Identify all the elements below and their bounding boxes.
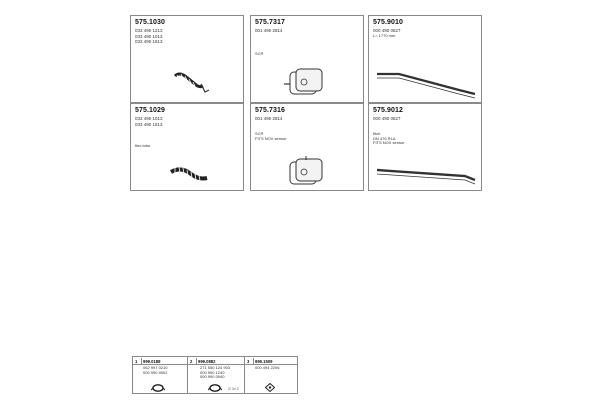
- part-note: flex-tube: [135, 143, 151, 148]
- accessory-column: [245, 357, 297, 393]
- reference-list: [373, 116, 401, 122]
- long-pipe-drawing: [375, 68, 479, 102]
- part-note: SCR: [255, 51, 264, 56]
- reference-number: 000 990 0940: [200, 374, 225, 380]
- long-pipe-drawing: [375, 162, 479, 188]
- accessories-table: [132, 356, 298, 394]
- part-number: 575.9010: [373, 19, 403, 26]
- reference-list: [255, 28, 283, 34]
- reference-number: 000 494 2206: [255, 365, 280, 370]
- accessory-part-number: 999.1509: [255, 358, 273, 364]
- part-number: 575.1029: [135, 107, 165, 114]
- clamp-drawing: [151, 383, 165, 392]
- reference-number: 033 490 1213: [135, 28, 163, 33]
- part-card: [250, 103, 364, 191]
- reference-number: 001 490 2814: [255, 116, 283, 121]
- reference-number: 062 997 0210: [143, 365, 168, 370]
- reference-number: 000 490 0827: [373, 28, 401, 33]
- flex-pipe-drawing: [171, 66, 211, 96]
- extra-label: 2/ 2x 2: [228, 387, 239, 391]
- reference-number: 000 990 1240: [200, 369, 225, 375]
- part-card: [368, 15, 482, 103]
- accessory-part-number: 999.0882: [198, 358, 216, 364]
- part-number: 575.9012: [373, 107, 403, 114]
- accessory-column: [188, 357, 244, 393]
- accessory-number: 2: [190, 358, 193, 364]
- muffler-drawing: [284, 66, 328, 100]
- part-number: 575.1030: [135, 19, 165, 26]
- accessory-refs: [143, 366, 167, 375]
- reference-list: [255, 116, 283, 122]
- reference-number: 033 490 1813: [135, 121, 163, 127]
- accessory-number: 3: [247, 358, 250, 364]
- part-note: fitch DN 476 RLA FITS NOX sensor: [373, 131, 405, 146]
- accessory-number: 1: [135, 358, 138, 364]
- flex-hose-drawing: [167, 162, 211, 188]
- reference-list: [135, 116, 163, 127]
- reference-number: 271 550 124 903: [200, 365, 231, 370]
- part-card: [250, 15, 364, 103]
- reference-number: 033 490 1013: [135, 33, 163, 39]
- reference-number: 033 490 1013: [135, 116, 163, 121]
- clamp-drawing: [208, 383, 222, 392]
- accessory-refs: [200, 366, 230, 380]
- reference-number: 000 490 0827: [373, 116, 401, 121]
- part-card: [130, 15, 244, 103]
- part-note: SCR FITS NOX sensor: [255, 131, 287, 141]
- muffler-drawing: [284, 154, 328, 190]
- part-card: [130, 103, 244, 191]
- bolt-drawing: [265, 383, 275, 392]
- part-card: [368, 103, 482, 191]
- part-number: 575.7317: [255, 19, 285, 26]
- accessory-part-number: 999.0188: [143, 358, 161, 364]
- reference-number: 001 490 2814: [255, 28, 283, 33]
- reference-list: [135, 28, 163, 45]
- accessory-column: [133, 357, 187, 393]
- reference-number: 000 990 9502: [143, 369, 168, 375]
- accessory-refs: [255, 366, 279, 371]
- reference-number: 033 490 1813: [135, 39, 163, 45]
- part-number: 575.7316: [255, 107, 285, 114]
- part-note: L= 1770 mm: [373, 33, 396, 38]
